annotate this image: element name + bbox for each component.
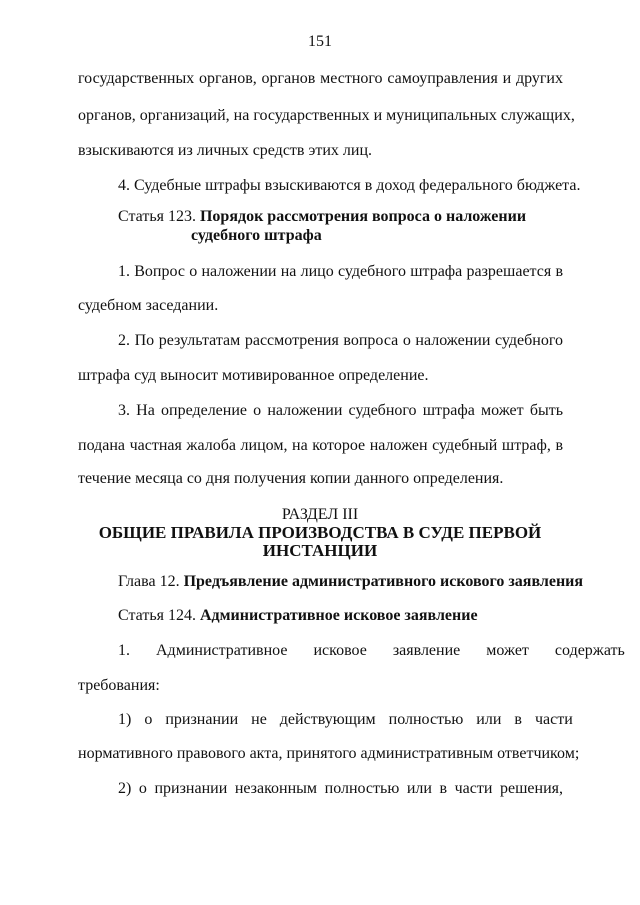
paragraph-line: нормативного правового акта, принятого административным ответчиком; <box>78 745 580 762</box>
article-label: Статья 124. <box>118 607 196 624</box>
paragraph-line: 3. На определение о наложении судебного штрафа может быть <box>118 402 563 419</box>
paragraph-line: 2. По результатам рассмотрения вопроса о наложении судебного <box>118 332 563 349</box>
paragraph-line: 1. Административное исковое заявление может содержать <box>118 642 625 659</box>
article-124-heading <box>118 606 563 626</box>
paragraph-line: требования: <box>78 677 160 694</box>
section-title: ОБЩИЕ ПРАВИЛА ПРОИЗВОДСТВА В СУДЕ ПЕРВОЙ <box>98 523 542 542</box>
paragraph-line: органов, организаций, на государственных и муниципальных служащих, <box>78 107 575 124</box>
article-label: Статья 123. <box>118 208 196 225</box>
chapter-12-heading <box>118 572 584 592</box>
paragraph-line: 1. Вопрос о наложении на лицо судебного штрафа разрешается в <box>118 263 563 280</box>
article-title-continued: судебного штрафа <box>191 227 322 244</box>
paragraph-line: штрафа суд выносит мотивированное определение. <box>78 367 429 384</box>
section-title-continued: ИНСТАНЦИИ <box>262 541 378 560</box>
article-title: Порядок рассмотрения вопроса о наложении <box>199 208 527 225</box>
paragraph-line: судебном заседании. <box>78 297 219 314</box>
paragraph-line: 2) о признании незаконным полностью или в части решения, <box>118 780 563 797</box>
paragraph-line: течение месяца со дня получения копии данного определения. <box>78 470 504 487</box>
page-number: 151 <box>308 33 332 50</box>
paragraph-line: 1) о признании не действующим полностью или в части <box>118 711 573 728</box>
paragraph-line: подана частная жалоба лицом, на которое наложен судебный штраф, в <box>78 437 563 454</box>
article-123-heading <box>118 207 563 227</box>
paragraph-line: 4. Судебные штрафы взыскиваются в доход федерального бюджета. <box>118 177 581 194</box>
paragraph-line: государственных органов, органов местного самоуправления и других <box>78 70 563 87</box>
chapter-label: Глава 12. <box>118 573 180 590</box>
article-title: Административное исковое заявление <box>199 607 478 624</box>
section-label: РАЗДЕЛ III <box>281 506 359 523</box>
paragraph-line: взыскиваются из личных средств этих лиц. <box>78 142 372 159</box>
chapter-title: Предъявление административного искового заявления <box>183 573 584 590</box>
